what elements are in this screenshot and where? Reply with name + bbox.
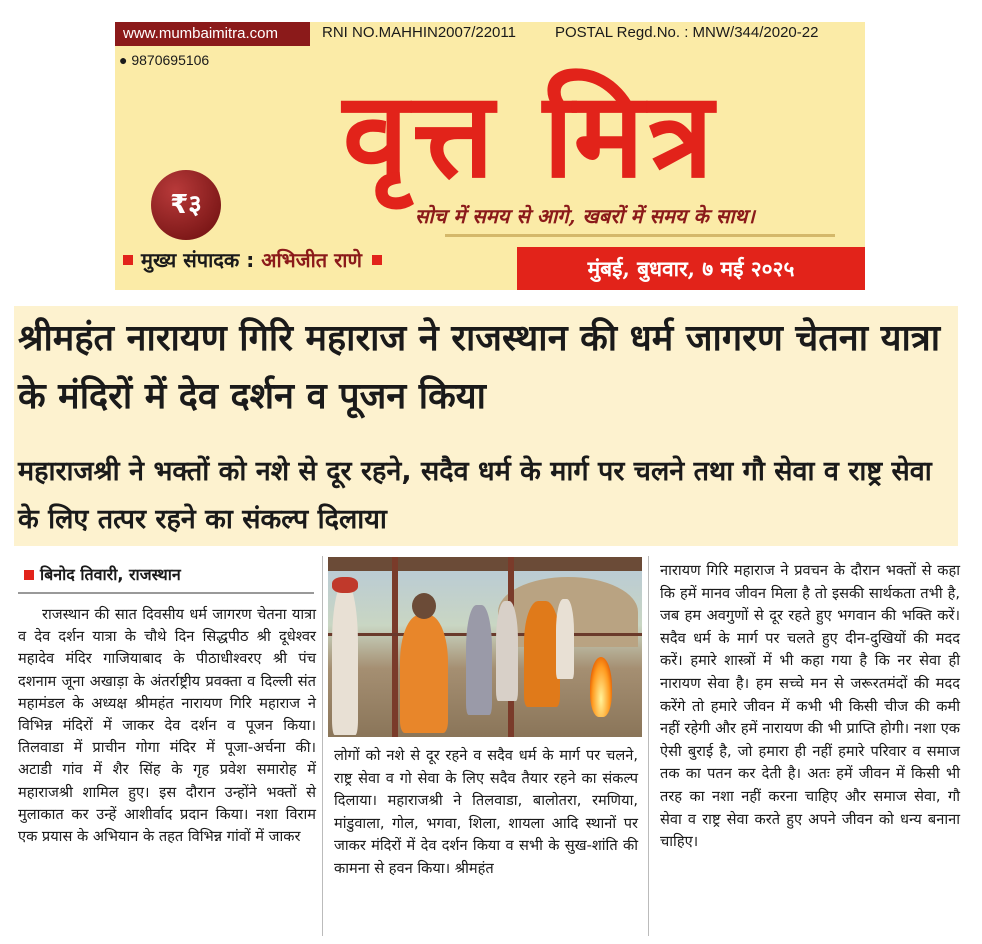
editor-label: मुख्य संपादक : — [141, 248, 255, 272]
tagline: सोच में समय से आगे, खबरों में समय के साथ। — [415, 204, 755, 228]
column-divider — [648, 556, 649, 936]
article-subheadline: महाराजश्री ने भक्तों को नशे से दूर रहने, सदैव धर्म के मार्ग पर चलने तथा गौ सेवा व राष्ट्र सेवा के लिए तत्पर रहने का संकल्प दिलाया — [18, 456, 932, 535]
headline-block — [14, 306, 958, 546]
photo-person-saffron — [400, 615, 448, 733]
photo-roof — [328, 557, 642, 571]
photo-pillar — [392, 557, 398, 737]
column-divider — [322, 556, 323, 936]
photo-turban — [332, 577, 358, 593]
date-line: मुंबई, बुधवार, ७ मई २०२५ — [517, 247, 865, 290]
article-column-3: नारायण गिरि महाराज ने प्रवचन के दौरान भक्तों से कहा कि हमें मानव जीवन मिला है तो इसकी सार्थकता तभी है, जब हम अवगुणों से दूर रहते हुए भगवान की भक्ति करें। सदैव धर्म के मार्ग पर चलते हुए दीन-दुखियों की मदद करें। हमारे शास्त्रों में भी कहा गया है कि नर सेवा ही नारायण सेवा है। हम सच्चे मन से जरूरतमंदों की मदद करेंगे तो हमारे जीवन में कभी भी किसी चीज की कमी नहीं रहेगी और हमें नारायण की भी प्राप्ति होगी। नशा एक ऐसी बुराई है, जो हमारा ही नहीं हमारे परिवार व समाज तक का पतन कर देती है। अतः हमें जीवन में किसी भी तरह का नशा नहीं करना चाहिए और समाज सेवा, गौ सेवा व राष्ट्र सेवा करते हुए अपने जीवन को धन्य बनाना चाहिए। — [660, 562, 960, 851]
article-photo — [328, 557, 642, 737]
editor-credit — [123, 246, 390, 273]
article-column-2: लोगों को नशे से दूर रहने व सदैव धर्म के मार्ग पर चलने, राष्ट्र सेवा व गो सेवा के लिए सदैव तैयार रहने का संकल्प दिलाया। महाराजश्री ने तिलवाडा, बालोतरा, रमणिया, मांडुवाला, गोल, भगवा, शिला, शायला आदि स्थानों पर जाकर मंदिरों में देव दर्शन किया व सभी के सुख-शांति की कामना से हवन किया। श्रीमहंत — [334, 747, 638, 877]
newspaper-title: वृत्त मित्र — [342, 66, 718, 204]
square-bullet-icon — [372, 255, 382, 265]
article-headline: श्रीमहंत नारायण गिरि महाराज ने राजस्थान की धर्म जागरण चेतना यात्रा के मंदिरों में देव दर्शन व पूजन किया — [18, 318, 941, 417]
photo-person — [466, 605, 492, 715]
rni-number: RNI NO.MAHHIN2007/22011 — [322, 24, 516, 41]
price-badge: ₹३ — [151, 170, 221, 240]
phone-number: ● 9870695106 — [119, 52, 210, 68]
byline-text: बिनोद तिवारी, राजस्थान — [40, 565, 181, 584]
byline — [18, 560, 314, 594]
photo-person — [496, 601, 518, 701]
photo-havan-fire — [590, 657, 612, 717]
postal-registration: POSTAL Regd.No. : MNW/344/2020-22 — [555, 24, 819, 41]
photo-person-saffron — [524, 601, 560, 707]
article-column-1: राजस्थान की सात दिवसीय धर्म जागरण चेतना यात्रा व देव दर्शन यात्रा के चौथे दिन सिद्धपीठ श्री दूधेश्वर महादेव मंदिर गाजियाबाद के पीठाधीश्वरए श्री पंच दशनाम जूना अखाड़ा के अंतर्राष्ट्रीय प्रवक्ता व दिल्ली संत महामंडल के अध्यक्ष श्रीमहंत नारायण गिरि महाराज ने विभिन्न मंदिरों में जाकर देव दर्शन व पूजन किया। तिलवाडा में प्राचीन गोगा मंदिर में पूजा-अर्चना की। अटाडी गांव में शैर सिंह के गृह प्रवेश समारोह में महाराजश्री शामिल हुए। इस दौरान उन्होंने भक्तों से मुलाकात कर उन्हें आशीर्वाद प्रदान किया। नशा विराम एक प्रयास के अभियान के तहत विभिन्न गांवों में जाकर — [18, 606, 316, 846]
photo-person — [332, 585, 358, 735]
site-url-link[interactable]: www.mumbaimitra.com — [115, 22, 310, 46]
square-bullet-icon — [123, 255, 133, 265]
square-bullet-icon — [24, 570, 34, 580]
photo-head — [412, 593, 436, 619]
masthead — [115, 22, 865, 290]
tagline-underline — [445, 234, 835, 237]
editor-name: अभिजीत राणे — [261, 248, 362, 272]
photo-person — [556, 599, 574, 679]
